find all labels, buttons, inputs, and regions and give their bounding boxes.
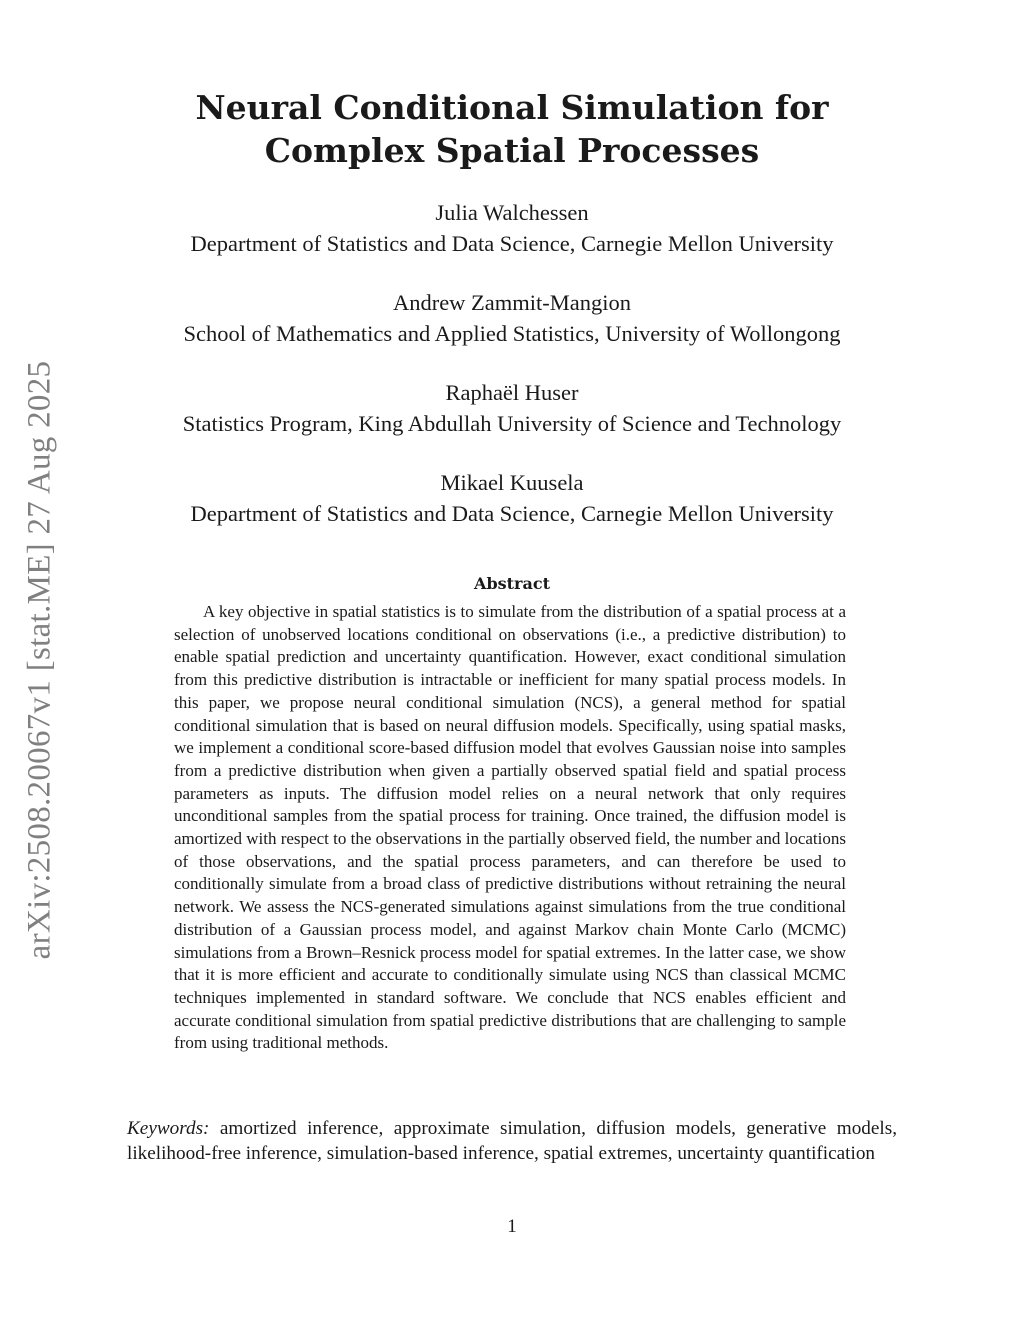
author-block <box>100 467 924 529</box>
abstract-heading: Abstract <box>474 574 550 593</box>
author-name: Andrew Zammit-Mangion <box>392 290 632 315</box>
author-name: Mikael Kuusela <box>440 470 584 495</box>
keywords-label: Keywords: <box>127 1118 210 1139</box>
page-number: 1 <box>507 1216 517 1237</box>
author-affiliation: Statistics Program, King Abdullah University of Science and Technology <box>182 411 842 436</box>
author-affiliation: School of Mathematics and Applied Statistics, University of Wollongong <box>183 321 841 346</box>
author-block <box>100 377 924 439</box>
keywords-text: amortized inference, approximate simulation, diffusion models, generative models, likelihood-free inference, simulation-based inference, spatial extremes, uncertainty quantification <box>127 1118 897 1164</box>
keywords-paragraph <box>127 1116 897 1166</box>
abstract-text: A key objective in spatial statistics is to simulate from the distribution of a spatial process at a selection of unobserved locations conditional on observations (i.e., a predictive distribution) to enable spatial prediction and uncertainty quantification. However, exact conditional simulation from this predictive distribution is intractable or inefficient for many spatial process models. In this paper, we propose neural conditional simulation (NCS), a general method for spatial conditional simulation that is based on neural diffusion models. Specifically, using spatial masks, we implement a conditional score-based diffusion model that evolves Gaussian noise into samples from a predictive distribution when given a partially observed spatial field and spatial process parameters as inputs. The diffusion model relies on a neural network that only requires unconditional samples from the spatial process for training. Once trained, the diffusion model is amortized with respect to the observations in the partially observed field, the number and locations of those observations, and the spatial process parameters, and can therefore be used to conditionally simulate from a broad class of predictive distributions without retraining the neural network. We assess the NCS-generated simulations against simulations from the true conditional distribution of a Gaussian process model, and against Markov chain Monte Carlo (MCMC) simulations from a Brown–Resnick process model for spatial extremes. In the latter case, we show that it is more efficient and accurate to conditionally simulate using NCS than classical MCMC techniques implemented in standard software. We conclude that NCS enables efficient and accurate conditional simulation from spatial predictive distributions that are challenging to sample from using traditional methods. <box>174 602 846 1053</box>
author-affiliation: Department of Statistics and Data Science, Carnegie Mellon University <box>190 501 834 526</box>
author-affiliation: Department of Statistics and Data Science, Carnegie Mellon University <box>190 231 834 256</box>
paper-title: Neural Conditional Simulation for Complex Spatial Processes <box>195 88 829 170</box>
author-name: Raphaël Huser <box>445 380 579 405</box>
author-block <box>100 197 924 259</box>
arxiv-identifier-stamp: arXiv:2508.20067v1 [stat.ME] 27 Aug 2025 <box>21 360 58 960</box>
author-block <box>100 287 924 349</box>
author-name: Julia Walchessen <box>435 200 589 225</box>
